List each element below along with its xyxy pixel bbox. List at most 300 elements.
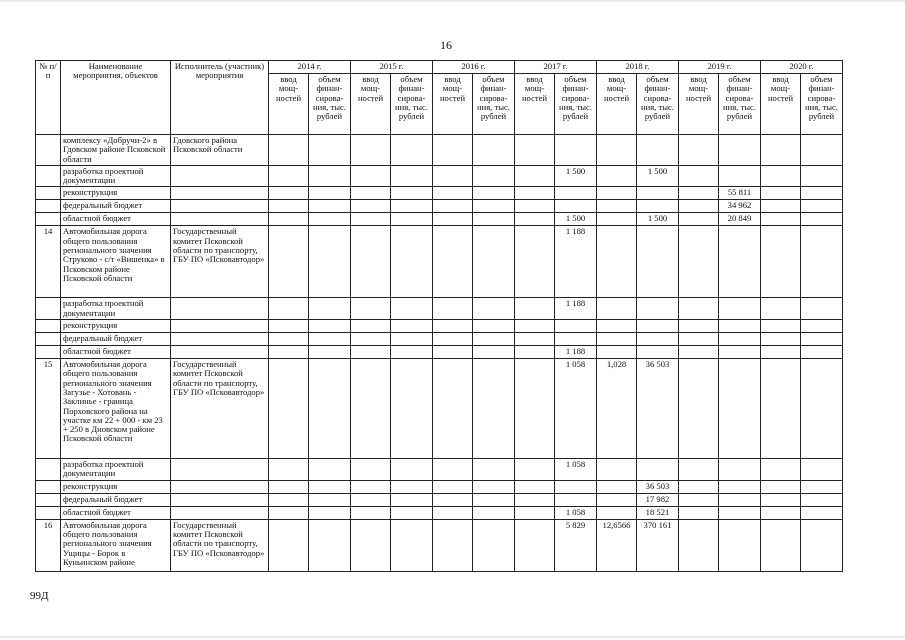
capacity-cell [433, 213, 473, 226]
scan-edge-top [0, 0, 905, 2]
capacity-cell [679, 320, 719, 333]
financing-cell [637, 226, 679, 298]
financing-cell: 5 829 [555, 519, 597, 571]
financing-cell [309, 135, 351, 166]
header-financing: объем финан-сирова-ния, тыс. рублей [801, 74, 843, 135]
capacity-cell [597, 226, 637, 298]
row-number: 15 [36, 359, 61, 459]
financing-cell [555, 200, 597, 213]
capacity-cell [679, 135, 719, 166]
header-year-2016: 2016 г. [433, 61, 515, 74]
capacity-cell [433, 226, 473, 298]
financing-cell [391, 213, 433, 226]
capacity-cell [433, 333, 473, 346]
capacity-cell [761, 165, 801, 187]
row-executor [171, 506, 269, 519]
financing-cell: 1 188 [555, 346, 597, 359]
capacity-cell [351, 298, 391, 320]
header-name: Наименование мероприятия, объектов [61, 61, 171, 135]
row-number [36, 320, 61, 333]
capacity-cell [351, 135, 391, 166]
scan-edge-bottom [0, 636, 905, 638]
financing-cell [309, 359, 351, 459]
capacity-cell [679, 480, 719, 493]
table-row [36, 519, 843, 571]
row-executor: Государственный комитет Псковской области по транспорту, ГБУ ПО «Псковавтодор» [171, 226, 269, 298]
financing-cell [309, 165, 351, 187]
financing-cell [309, 459, 351, 481]
row-number [36, 480, 61, 493]
capacity-cell [597, 187, 637, 200]
financing-cell: 55 811 [719, 187, 761, 200]
capacity-cell [515, 200, 555, 213]
financing-cell [309, 320, 351, 333]
financing-cell [801, 298, 843, 320]
financing-cell [473, 506, 515, 519]
row-number [36, 200, 61, 213]
financing-cell [555, 493, 597, 506]
financing-cell [473, 298, 515, 320]
capacity-cell [515, 187, 555, 200]
capacity-cell [761, 135, 801, 166]
financing-cell: 34 962 [719, 200, 761, 213]
page-number: 16 [440, 38, 452, 52]
capacity-cell [269, 459, 309, 481]
financing-cell [473, 333, 515, 346]
financing-cell [555, 480, 597, 493]
row-name: разработка проектной документации [61, 165, 171, 187]
financing-cell [637, 346, 679, 359]
capacity-cell [761, 519, 801, 571]
header-capacity: ввод мощ-ностей [433, 74, 473, 135]
row-executor [171, 333, 269, 346]
capacity-cell [761, 320, 801, 333]
capacity-cell [515, 459, 555, 481]
table-row [36, 200, 843, 213]
financing-cell: 36 503 [637, 480, 679, 493]
financing-cell: 17 982 [637, 493, 679, 506]
capacity-cell [679, 213, 719, 226]
financing-cell [391, 226, 433, 298]
capacity-cell [597, 480, 637, 493]
row-name: комплексу «Добручи-2» в Гдовском районе Псковской области [61, 135, 171, 166]
capacity-cell [679, 459, 719, 481]
financing-cell [719, 135, 761, 166]
capacity-cell [515, 493, 555, 506]
header-financing: объем финан-сирова-ния, тыс. рублей [391, 74, 433, 135]
table-row [36, 480, 843, 493]
financing-cell [719, 493, 761, 506]
capacity-cell [597, 493, 637, 506]
capacity-cell [433, 298, 473, 320]
capacity-cell [269, 165, 309, 187]
financing-cell [555, 333, 597, 346]
financing-cell [473, 226, 515, 298]
financing-cell [719, 346, 761, 359]
financing-cell [801, 480, 843, 493]
capacity-cell [679, 298, 719, 320]
program-table [35, 60, 843, 572]
row-name: областной бюджет [61, 506, 171, 519]
header-financing: объем финан-сирова-ния, тыс. рублей [637, 74, 679, 135]
capacity-cell [761, 480, 801, 493]
capacity-cell [515, 298, 555, 320]
capacity-cell [269, 298, 309, 320]
financing-cell [309, 226, 351, 298]
capacity-cell [515, 226, 555, 298]
financing-cell [801, 346, 843, 359]
header-capacity: ввод мощ-ностей [269, 74, 309, 135]
capacity-cell [679, 333, 719, 346]
financing-cell [391, 346, 433, 359]
financing-cell: 1 500 [637, 213, 679, 226]
row-name: реконструкция [61, 320, 171, 333]
financing-cell [309, 346, 351, 359]
capacity-cell [433, 480, 473, 493]
capacity-cell [679, 187, 719, 200]
financing-cell [391, 506, 433, 519]
row-name: Автомобильная дорога общего пользования регионального значения Ущицы - Борок в Куньинском районе [61, 519, 171, 571]
header-capacity: ввод мощ-ностей [515, 74, 555, 135]
header-year-2015: 2015 г. [351, 61, 433, 74]
row-number [36, 346, 61, 359]
header-financing: объем финан-сирова-ния, тыс. рублей [473, 74, 515, 135]
financing-cell [391, 187, 433, 200]
financing-cell [391, 493, 433, 506]
header-year-2014: 2014 г. [269, 61, 351, 74]
financing-cell [309, 519, 351, 571]
capacity-cell [351, 493, 391, 506]
row-executor [171, 187, 269, 200]
financing-cell: 1 188 [555, 298, 597, 320]
table-row [36, 187, 843, 200]
table-row [36, 333, 843, 346]
capacity-cell [433, 165, 473, 187]
header-row-years [36, 61, 843, 74]
financing-cell [391, 333, 433, 346]
capacity-cell [269, 519, 309, 571]
financing-cell [719, 298, 761, 320]
header-year-2018: 2018 г. [597, 61, 679, 74]
financing-cell [473, 346, 515, 359]
financing-cell: 1 500 [637, 165, 679, 187]
financing-cell [801, 226, 843, 298]
table-row [36, 346, 843, 359]
financing-cell [637, 459, 679, 481]
financing-cell [801, 165, 843, 187]
capacity-cell [269, 135, 309, 166]
financing-cell: 20 849 [719, 213, 761, 226]
capacity-cell [269, 480, 309, 493]
capacity-cell [433, 519, 473, 571]
financing-cell [473, 519, 515, 571]
capacity-cell [597, 213, 637, 226]
capacity-cell [269, 333, 309, 346]
financing-cell [473, 480, 515, 493]
capacity-cell [433, 459, 473, 481]
header-year-2017: 2017 г. [515, 61, 597, 74]
capacity-cell [597, 165, 637, 187]
financing-cell [391, 359, 433, 459]
financing-cell [555, 320, 597, 333]
financing-cell [801, 213, 843, 226]
financing-cell: 1 058 [555, 506, 597, 519]
financing-cell [801, 333, 843, 346]
financing-cell [801, 135, 843, 166]
capacity-cell [597, 135, 637, 166]
row-name: реконструкция [61, 187, 171, 200]
table-row [36, 359, 843, 459]
table-row [36, 459, 843, 481]
financing-cell [391, 298, 433, 320]
capacity-cell [515, 165, 555, 187]
capacity-cell [679, 359, 719, 459]
row-executor [171, 320, 269, 333]
row-executor: Государственный комитет Псковской области по транспорту, ГБУ ПО «Псковавтодор» [171, 519, 269, 571]
capacity-cell [351, 506, 391, 519]
table-row [36, 298, 843, 320]
capacity-cell [433, 493, 473, 506]
capacity-cell [761, 298, 801, 320]
capacity-cell [679, 346, 719, 359]
capacity-cell [269, 320, 309, 333]
financing-cell [801, 506, 843, 519]
financing-cell [391, 135, 433, 166]
row-number: 16 [36, 519, 61, 571]
financing-cell: 1 500 [555, 213, 597, 226]
financing-cell [309, 200, 351, 213]
row-executor [171, 346, 269, 359]
financing-cell [801, 200, 843, 213]
financing-cell [309, 187, 351, 200]
capacity-cell: 12,6566 [597, 519, 637, 571]
row-name: Автомобильная дорога общего пользования регионального значения Загузье - Хотовань - Заклинье - граница Порховского района на участке км 22 + 000 - км 23 + 250 в Дновском районе Псковской области [61, 359, 171, 459]
financing-cell [473, 200, 515, 213]
financing-cell [719, 333, 761, 346]
financing-cell [637, 320, 679, 333]
financing-cell [473, 187, 515, 200]
row-executor [171, 493, 269, 506]
header-financing: объем финан-сирова-ния, тыс. рублей [719, 74, 761, 135]
table-row [36, 506, 843, 519]
capacity-cell [515, 333, 555, 346]
financing-cell [801, 359, 843, 459]
capacity-cell [351, 459, 391, 481]
capacity-cell [597, 320, 637, 333]
table-row [36, 165, 843, 187]
financing-cell [719, 506, 761, 519]
financing-cell [391, 459, 433, 481]
capacity-cell [679, 519, 719, 571]
financing-cell [473, 165, 515, 187]
financing-cell: 1 058 [555, 459, 597, 481]
capacity-cell [515, 213, 555, 226]
capacity-cell [269, 506, 309, 519]
capacity-cell [351, 359, 391, 459]
financing-cell [473, 359, 515, 459]
row-name: Автомобильная дорога общего пользования регионального значения Струково - с/т «Вишенка» в Псковском районе Псковской области [61, 226, 171, 298]
capacity-cell [679, 200, 719, 213]
row-number [36, 459, 61, 481]
financing-cell [801, 459, 843, 481]
capacity-cell [351, 320, 391, 333]
capacity-cell [433, 359, 473, 459]
table-row [36, 493, 843, 506]
capacity-cell [761, 333, 801, 346]
capacity-cell [269, 187, 309, 200]
capacity-cell [597, 200, 637, 213]
capacity-cell [597, 346, 637, 359]
table-body [36, 135, 843, 572]
capacity-cell [351, 333, 391, 346]
row-name: разработка проектной документации [61, 459, 171, 481]
row-executor [171, 213, 269, 226]
capacity-cell [679, 493, 719, 506]
header-year-2020: 2020 г. [761, 61, 843, 74]
financing-cell [801, 187, 843, 200]
row-number [36, 213, 61, 226]
row-number [36, 165, 61, 187]
row-number [36, 333, 61, 346]
header-executor: Исполнитель (участник) мероприятия [171, 61, 269, 135]
financing-cell: 18 521 [637, 506, 679, 519]
capacity-cell [597, 333, 637, 346]
header-capacity: ввод мощ-ностей [351, 74, 391, 135]
row-number [36, 506, 61, 519]
financing-cell [391, 320, 433, 333]
row-executor [171, 459, 269, 481]
capacity-cell [515, 480, 555, 493]
table-row [36, 320, 843, 333]
financing-cell [309, 298, 351, 320]
financing-cell [309, 333, 351, 346]
financing-cell [391, 480, 433, 493]
capacity-cell [597, 298, 637, 320]
capacity-cell [761, 346, 801, 359]
header-financing: объем финан-сирова-ния, тыс. рублей [555, 74, 597, 135]
capacity-cell [761, 187, 801, 200]
capacity-cell [515, 135, 555, 166]
capacity-cell [351, 200, 391, 213]
row-number [36, 298, 61, 320]
capacity-cell [433, 506, 473, 519]
financing-cell [637, 333, 679, 346]
capacity-cell [679, 165, 719, 187]
capacity-cell [679, 506, 719, 519]
capacity-cell [761, 506, 801, 519]
financing-cell [309, 506, 351, 519]
financing-cell [555, 187, 597, 200]
capacity-cell [433, 135, 473, 166]
row-name: федеральный бюджет [61, 200, 171, 213]
row-number [36, 493, 61, 506]
financing-cell [473, 493, 515, 506]
row-number: 14 [36, 226, 61, 298]
capacity-cell [761, 459, 801, 481]
capacity-cell [351, 187, 391, 200]
row-name: федеральный бюджет [61, 493, 171, 506]
financing-cell [637, 200, 679, 213]
financing-cell [473, 213, 515, 226]
row-executor [171, 200, 269, 213]
header-capacity: ввод мощ-ностей [761, 74, 801, 135]
capacity-cell [433, 200, 473, 213]
financing-cell [719, 165, 761, 187]
financing-cell: 1 500 [555, 165, 597, 187]
capacity-cell [269, 346, 309, 359]
capacity-cell [761, 359, 801, 459]
financing-cell [719, 459, 761, 481]
header-capacity: ввод мощ-ностей [679, 74, 719, 135]
capacity-cell [351, 519, 391, 571]
financing-cell [719, 480, 761, 493]
financing-cell [391, 519, 433, 571]
financing-cell [637, 135, 679, 166]
capacity-cell [515, 320, 555, 333]
capacity-cell [269, 200, 309, 213]
row-number [36, 187, 61, 200]
capacity-cell [433, 320, 473, 333]
financing-cell [391, 200, 433, 213]
financing-cell [309, 213, 351, 226]
row-executor [171, 480, 269, 493]
capacity-cell [433, 187, 473, 200]
financing-cell [719, 226, 761, 298]
capacity-cell [761, 226, 801, 298]
capacity-cell [433, 346, 473, 359]
capacity-cell: 1,028 [597, 359, 637, 459]
financing-cell: 1 058 [555, 359, 597, 459]
capacity-cell [351, 346, 391, 359]
capacity-cell [761, 200, 801, 213]
financing-cell [719, 320, 761, 333]
capacity-cell [351, 213, 391, 226]
financing-cell: 370 161 [637, 519, 679, 571]
financing-cell [719, 359, 761, 459]
capacity-cell [515, 359, 555, 459]
financing-cell [637, 298, 679, 320]
header-no: № п/п [36, 61, 61, 135]
financing-cell [719, 519, 761, 571]
financing-cell [555, 135, 597, 166]
capacity-cell [597, 459, 637, 481]
capacity-cell [761, 493, 801, 506]
financing-cell [801, 320, 843, 333]
financing-cell: 1 188 [555, 226, 597, 298]
capacity-cell [679, 226, 719, 298]
capacity-cell [351, 226, 391, 298]
financing-cell [801, 493, 843, 506]
table-row [36, 135, 843, 166]
header-financing: объем финан-сирова-ния, тыс. рублей [309, 74, 351, 135]
header-capacity: ввод мощ-ностей [597, 74, 637, 135]
table-row [36, 226, 843, 298]
footer-code: 99Д [30, 590, 49, 602]
capacity-cell [597, 506, 637, 519]
table-row [36, 213, 843, 226]
row-name: областной бюджет [61, 213, 171, 226]
financing-cell [309, 493, 351, 506]
capacity-cell [761, 213, 801, 226]
capacity-cell [351, 480, 391, 493]
capacity-cell [269, 226, 309, 298]
capacity-cell [269, 493, 309, 506]
capacity-cell [515, 346, 555, 359]
financing-cell [801, 519, 843, 571]
financing-cell: 36 503 [637, 359, 679, 459]
capacity-cell [351, 165, 391, 187]
row-executor: Гдовского района Псковской области [171, 135, 269, 166]
